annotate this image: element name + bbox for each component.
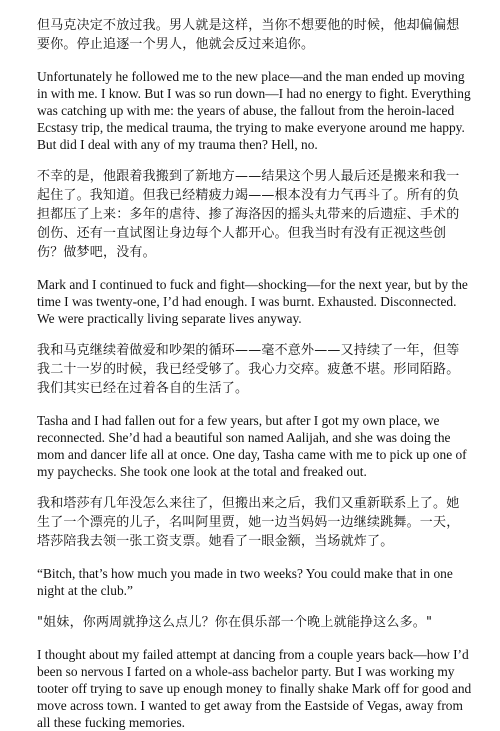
paragraph-en-3: Tasha and I had fallen out for a few years, but after I got my own place, we reconnected. She’d had a beautiful son named Aalijah, and she was doing the mom and dancer life all at once. One day, Tasha came with me to pick up one of my paychecks. She took one look at the total and freaked out. [37,413,467,479]
paragraph-zh-3: 我和马克继续着做爱和吵架的循环——毫不意外——又持续了一年，但等我二十一岁的时候，我已经受够了。我心力交瘁。疲惫不堪。形同陌路。我们其实已经在过着各自的生活了。 [37,343,460,396]
paragraph-en-1: Unfortunately he followed me to the new place—and the man ended up moving in with me. I know. But I was so run down—I had no energy to fight. Everything was catching up with me: the years of abuse, the fallout from the heroin-laced Ecstasy trip, the medical trauma, the trying to make everyone around me happy. But did I deal with any of my trauma then? Hell, no. [37,69,471,152]
paragraph-en-4: “Bitch, that’s how much you made in two weeks? You could make that in one night at the club.” [37,566,453,598]
paragraph-en-2: Mark and I continued to fuck and fight—shocking—for the next year, but by the time I was twenty-one, I’d had enough. I was burnt. Exhausted. Disconnected. We were practically living separate lives anyway. [37,277,468,326]
paragraph-en-5: I thought about my failed attempt at dancing from a couple years back—how I’d been so nervous I farted on a whole-ass bachelor party. But I was working my tooter off trying to save up enough money to finally shake Mark off for good and move across town. I wanted to get away from the Eastside of Vegas, away from all these fucking memories. [37,647,472,730]
paragraph-zh-4: 我和塔莎有几年没怎么来往了，但搬出来之后，我们又重新联系上了。她生了一个漂亮的儿子，名叫阿里贾，她一边当妈妈一边继续跳舞。一天，塔莎陪我去领一张工资支票。她看了一眼金额，当场就炸了。 [37,496,460,549]
paragraph-zh-1: 但马克决定不放过我。男人就是这样，当你不想要他的时候，他却偏偏想要你。停止追逐一个男人，他就会反过来追你。 [37,18,460,52]
paragraph-zh-5: "姐妹，你两周就挣这么点儿？你在俱乐部一个晚上就能挣这么多。" [37,615,433,630]
paragraph-zh-2: 不幸的是，他跟着我搬到了新地方——结果这个男人最后还是搬来和我一起住了。我知道。但我已经精疲力竭——根本没有力气再斗了。所有的负担都压了上来：多年的虐待、掺了海洛因的摇头丸带来的后遗症、手术的创伤、还有一直试图让身边每个人都开心。但我当时有没有正视这些创伤？做梦吧，没有。 [37,169,460,260]
